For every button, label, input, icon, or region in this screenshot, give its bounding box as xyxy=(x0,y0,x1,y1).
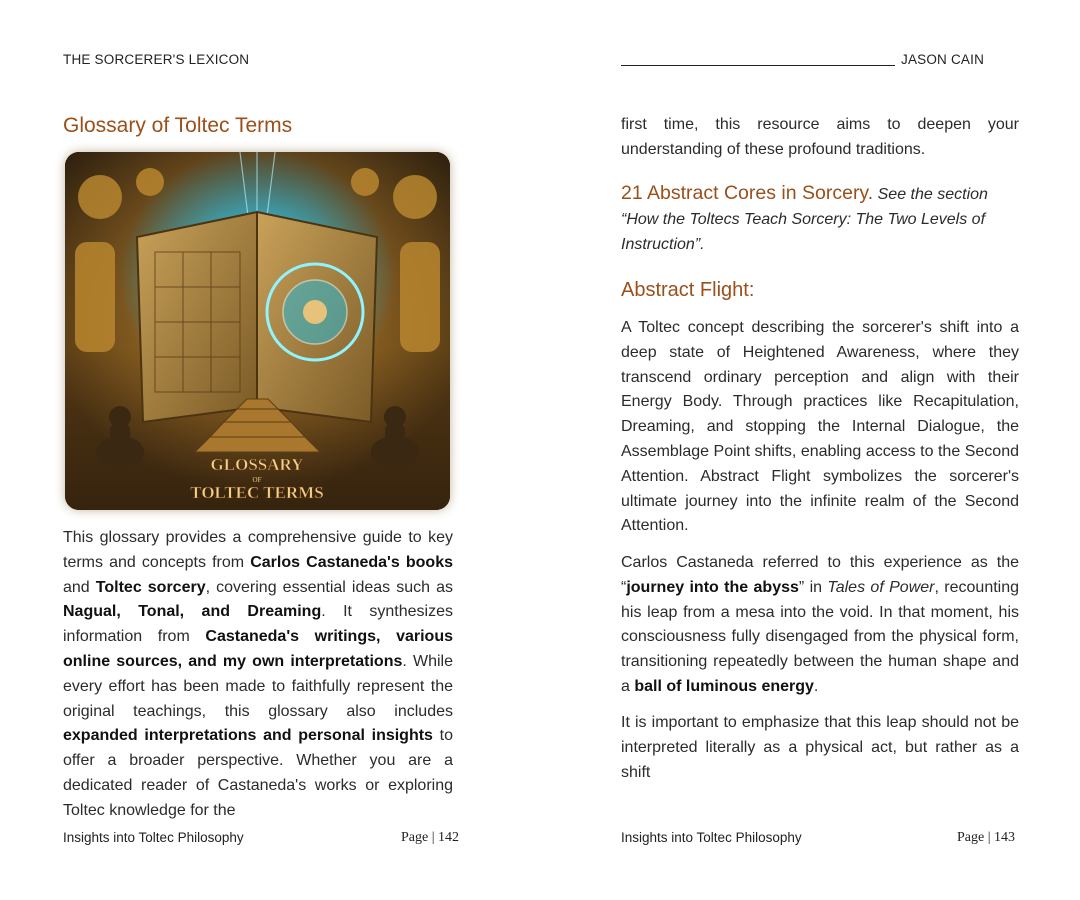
intro-emphasis: Toltec sorcery xyxy=(95,578,206,596)
running-head-book-title: THE SORCERER'S LEXICON xyxy=(63,52,250,67)
intro-text: This glossary provides a comprehensive guide to key terms and concepts from xyxy=(63,529,453,571)
book-title-italic: Tales of Power xyxy=(827,578,935,596)
page-number: Page | 143 xyxy=(957,830,1016,845)
castaneda-text: , recounting his leap from a mesa into the void. In that moment, his consciousness fully disengaged from the physical form, transitioning repeatedly between the human shape and a xyxy=(621,578,1020,695)
intro-emphasis: Nagual, Tonal, and Dreaming xyxy=(63,603,322,621)
author-name: JASON CAIN xyxy=(901,52,985,67)
intro-text: , covering essential ideas such as xyxy=(205,578,453,596)
abstract-flight-heading: Abstract Flight: xyxy=(621,279,755,301)
intro-text: . It synthesizes information from xyxy=(63,603,453,646)
castaneda-text: Carlos Castaneda referred to this experience as the “ xyxy=(621,554,1019,596)
abstract-cores-title: 21 Abstract Cores in Sorcery. xyxy=(621,182,874,204)
running-head-author xyxy=(621,52,984,67)
castaneda-text: ” in xyxy=(798,578,828,596)
glossary-intro-paragraph xyxy=(63,526,453,824)
continuation-paragraph: first time, this resource aims to deepen your understanding of these profound traditions. xyxy=(621,116,1019,158)
footer-book-subtitle: Insights into Toltec Philosophy xyxy=(63,830,244,845)
intro-text: to offer a broader perspective. Whether you are a dedicated reader of Castaneda's works or exploring Toltec knowledge for the xyxy=(63,727,453,819)
illustration-svg xyxy=(65,152,450,510)
footer-book-subtitle: Insights into Toltec Philosophy xyxy=(621,830,802,845)
intro-text: . While every effort has been made to faithfully represent the original teachings, this glossary also includes xyxy=(63,652,453,720)
intro-emphasis: Carlos Castaneda's books xyxy=(250,553,453,571)
abstract-flight-definition: A Toltec concept describing the sorcerer's shift into a deep state of Heightened Awareness, where they transcend ordinary perception and align with their Energy Body. Through practices like Recapitulation, Dreaming, and stopping the Internal Dialogue, the Assemblage Point shifts, enabling access to the Second Attention. Abstract Flight symbolizes the sorcerer's ultimate journey into the infinite realm of the Second Attention. xyxy=(621,319,1019,535)
glossary-heading: Glossary of Toltec Terms xyxy=(63,114,293,137)
castaneda-reference-paragraph xyxy=(621,551,1019,700)
emphasis-paragraph: It is important to emphasize that this leap should not be interpreted literally as a physical act, but rather as a shift xyxy=(621,714,1019,781)
glossary-cover-illustration xyxy=(65,152,450,510)
abstract-cores-entry xyxy=(621,181,1021,257)
right-page xyxy=(540,0,1080,900)
illustration-title-line1: GLOSSARY xyxy=(210,455,304,474)
intro-text: and xyxy=(63,578,96,596)
intro-emphasis: Castaneda's writings, various online sources, and my own interpretations xyxy=(63,628,453,670)
page-number: Page | 142 xyxy=(401,830,460,845)
castaneda-emphasis: ball of luminous energy xyxy=(634,677,814,695)
castaneda-text: . xyxy=(813,677,819,695)
castaneda-emphasis: journey into the abyss xyxy=(626,578,799,596)
illustration-title-of: OF xyxy=(252,476,262,484)
abstract-cores-reference: See the section “How the Toltecs Teach Sorcery: The Two Levels of Instruction”. xyxy=(621,186,988,253)
intro-emphasis: expanded interpretations and personal insights xyxy=(63,727,433,745)
header-rule xyxy=(621,65,895,66)
illustration-title-line2: TOLTEC TERMS xyxy=(190,483,324,502)
